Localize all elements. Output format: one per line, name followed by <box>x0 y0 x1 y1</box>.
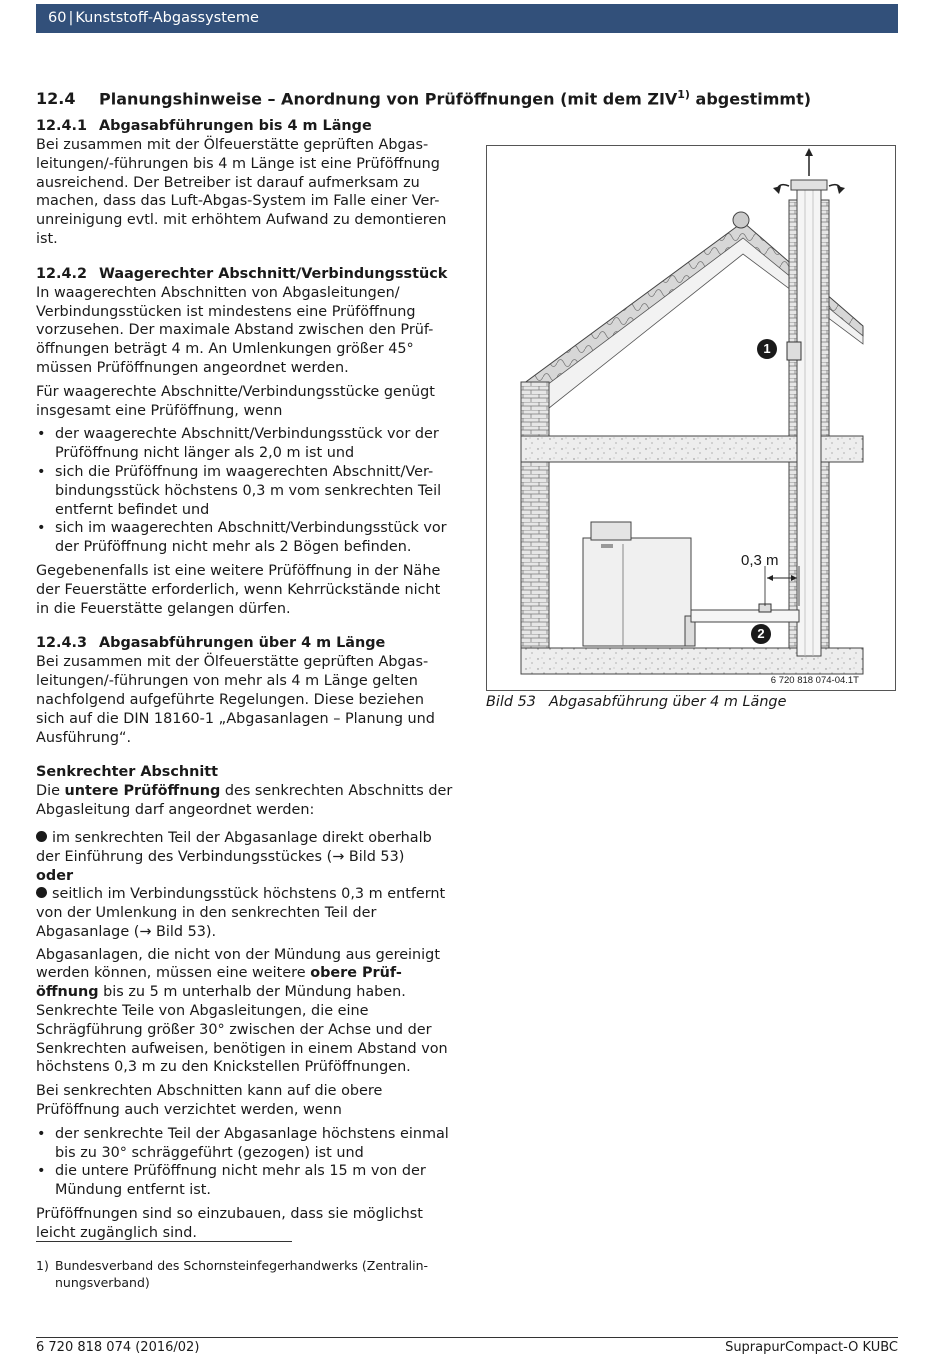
paragraph: Gegebenenfalls ist eine weitere Prüföffnung in der Nähe der Feuerstätte erforderlich, wenn Kehrrückstände nicht in die Feuerstätte gelangen dürfen. <box>36 562 441 617</box>
subsection-title: Waagerechter Abschnitt/Verbindungsstück <box>99 265 448 282</box>
figure-flue-diagram <box>486 145 896 691</box>
section-number: 12.4 <box>36 89 76 109</box>
section-heading <box>36 84 896 110</box>
page-number: 60 <box>48 10 67 26</box>
subsection-number: 12.4.1 <box>36 118 87 134</box>
footnote-divider <box>36 1241 292 1242</box>
left-wall <box>521 382 549 674</box>
figure-id: 6 720 818 074-04.1T <box>770 675 859 686</box>
subsection-heading <box>36 116 456 136</box>
paragraph <box>36 946 456 1078</box>
paragraph: Für waagerechte Abschnitte/Verbindungsstücke genügt insgesamt eine Prüföffnung, wenn <box>36 383 435 419</box>
callout-1 <box>757 339 777 359</box>
paragraph: In waagerechten Abschnitten von Abgasleitungen/ Verbindungsstücken ist mindestens eine Prüföffnung vorzusehen. Der maximale Abstand zwischen den Prüf-öffnungen beträgt 4 m. An Umlenkungen größer 45° müssen Prüföffnungen angeordnet werden. <box>36 284 434 376</box>
text-column <box>36 116 456 1248</box>
bullet-list <box>36 1125 456 1200</box>
dimension-label: 0,3 m <box>741 552 779 569</box>
callout-2-text: 2 <box>757 626 765 641</box>
paragraph: Bei senkrechten Abschnitten kann auf die obere Prüföffnung auch verzichtet werden, wenn <box>36 1083 383 1119</box>
footnote-number: 1) <box>36 1258 49 1273</box>
list-item: • der waagerechte Abschnitt/Verbindungsstück vor der Prüföffnung nicht länger als 2,0 m ist und <box>36 425 456 463</box>
dot-item-text: seitlich im Verbindungsstück höchstens 0,3 m entfernt von der Umlenkung in den senkrechten Teil der Abgasanlage (→ Bild 53). <box>36 886 446 940</box>
upper-inspection-opening <box>787 342 801 360</box>
page-header <box>36 4 898 33</box>
bullet-list <box>36 425 456 557</box>
filled-circle-icon <box>36 887 47 898</box>
or-label <box>36 867 456 886</box>
footnote-mark: 1) <box>677 88 690 101</box>
dot-item-text: im senkrechten Teil der Abgasanlage direkt oberhalb der Einführung des Verbindungsstückes (→ Bild 53) <box>36 829 432 865</box>
footer-divider <box>36 1337 898 1338</box>
callout-2 <box>751 624 771 644</box>
dot-item <box>36 885 456 941</box>
paragraph: Prüföffnungen sind so einzubauen, dass sie möglichst leicht zugänglich sind. <box>36 1206 423 1241</box>
house-chimney-illustration <box>487 146 895 690</box>
header-title: Kunststoff-Abgassysteme <box>75 10 259 26</box>
paragraph <box>36 782 456 820</box>
footnote-text: Bundesverband des Schornsteinfegerhandwerks (Zentralin-nungsverband) <box>55 1258 429 1290</box>
list-item: • sich die Prüföffnung im waagerechten Abschnitt/Ver-bindungsstück höchstens 0,3 m vom senkrechten Teil entfernt befindet und <box>36 463 456 519</box>
section-title: Planungshinweise – Anordnung von Prüföffnungen (mit dem ZIV <box>99 89 678 109</box>
text-run: Abgasanlagen, die nicht von der Mündung aus gereinigt werden können, müssen eine weitere <box>36 946 440 982</box>
footnote <box>36 1257 446 1291</box>
subsection-heading <box>36 264 456 284</box>
text-run: Die <box>36 783 65 800</box>
subsection-heading <box>36 633 456 653</box>
dot-item <box>36 829 456 867</box>
text-run: des senkrechten Abschnitts der Abgasleitung darf angeordnet werden: <box>36 783 453 819</box>
section-title-end: abgestimmt) <box>689 89 812 109</box>
caption-number: Bild 53 <box>486 694 536 710</box>
list-item: • die untere Prüföffnung nicht mehr als 15 m von der Mündung entfernt ist. <box>36 1162 456 1200</box>
text-run-bold: obere Prüf-öffnung <box>36 965 402 1001</box>
callout-1-text: 1 <box>763 341 771 356</box>
chimney-cap <box>773 148 845 194</box>
subsection-title: Abgasabführungen über 4 m Länge <box>99 635 386 652</box>
caption-text: Abgasabführung über 4 m Länge <box>549 694 787 710</box>
subsection-title: Abgasabführungen bis 4 m Länge <box>99 118 372 134</box>
subheading: Senkrechter Abschnitt <box>36 764 219 781</box>
footer-doc-number: 6 720 818 074 (2016/02) <box>36 1340 200 1355</box>
boiler <box>583 522 695 646</box>
subsection-number: 12.4.3 <box>36 635 87 652</box>
figure-caption <box>486 694 786 710</box>
filled-circle-icon <box>36 831 47 842</box>
paragraph: Bei zusammen mit der Ölfeuerstätte geprüften Abgas-leitungen/-führungen bis 4 m Länge ist eine Prüföffnung ausreichend. Der Betreiber ist darauf aufmerksam zu machen, dass das Luft-Abgas-System im Falle einer Ver-unreinigung evtl. mit erhöhtem Aufwand zu demontieren ist. <box>36 137 447 247</box>
subsection-number: 12.4.2 <box>36 265 87 282</box>
header-separator: | <box>68 10 74 26</box>
footer-product: SuprapurCompact-O KUBC <box>725 1340 898 1355</box>
or-text: oder <box>36 867 74 884</box>
text-run: bis zu 5 m unterhalb der Mündung haben. Senkrechte Teile von Abgasleitungen, die eine Schrägführung größer 30° zwischen der Achse und der Senkrechten aufweisen, benötigen in einem Abstand von höchstens 0,3 m zu den Knickstellen Prüföffnungen. <box>36 984 448 1076</box>
list-item: • sich im waagerechten Abschnitt/Verbindungsstück vor der Prüföffnung nicht mehr als 2 Bögen befinden. <box>36 519 456 557</box>
connecting-pipe <box>691 610 799 622</box>
flue-pipe <box>797 186 821 656</box>
paragraph: Bei zusammen mit der Ölfeuerstätte geprüften Abgas-leitungen/-führungen von mehr als 4 m Länge gelten nachfolgend aufgeführte Regelungen. Diese beziehen sich auf die DIN 18160-1 „Abgasanlagen – Planung und Ausführung“. <box>36 654 435 746</box>
list-item: • der senkrechte Teil der Abgasanlage höchstens einmal bis zu 30° schräggeführt (gezogen) ist und <box>36 1125 456 1163</box>
text-run-bold: untere Prüföffnung <box>64 783 221 800</box>
